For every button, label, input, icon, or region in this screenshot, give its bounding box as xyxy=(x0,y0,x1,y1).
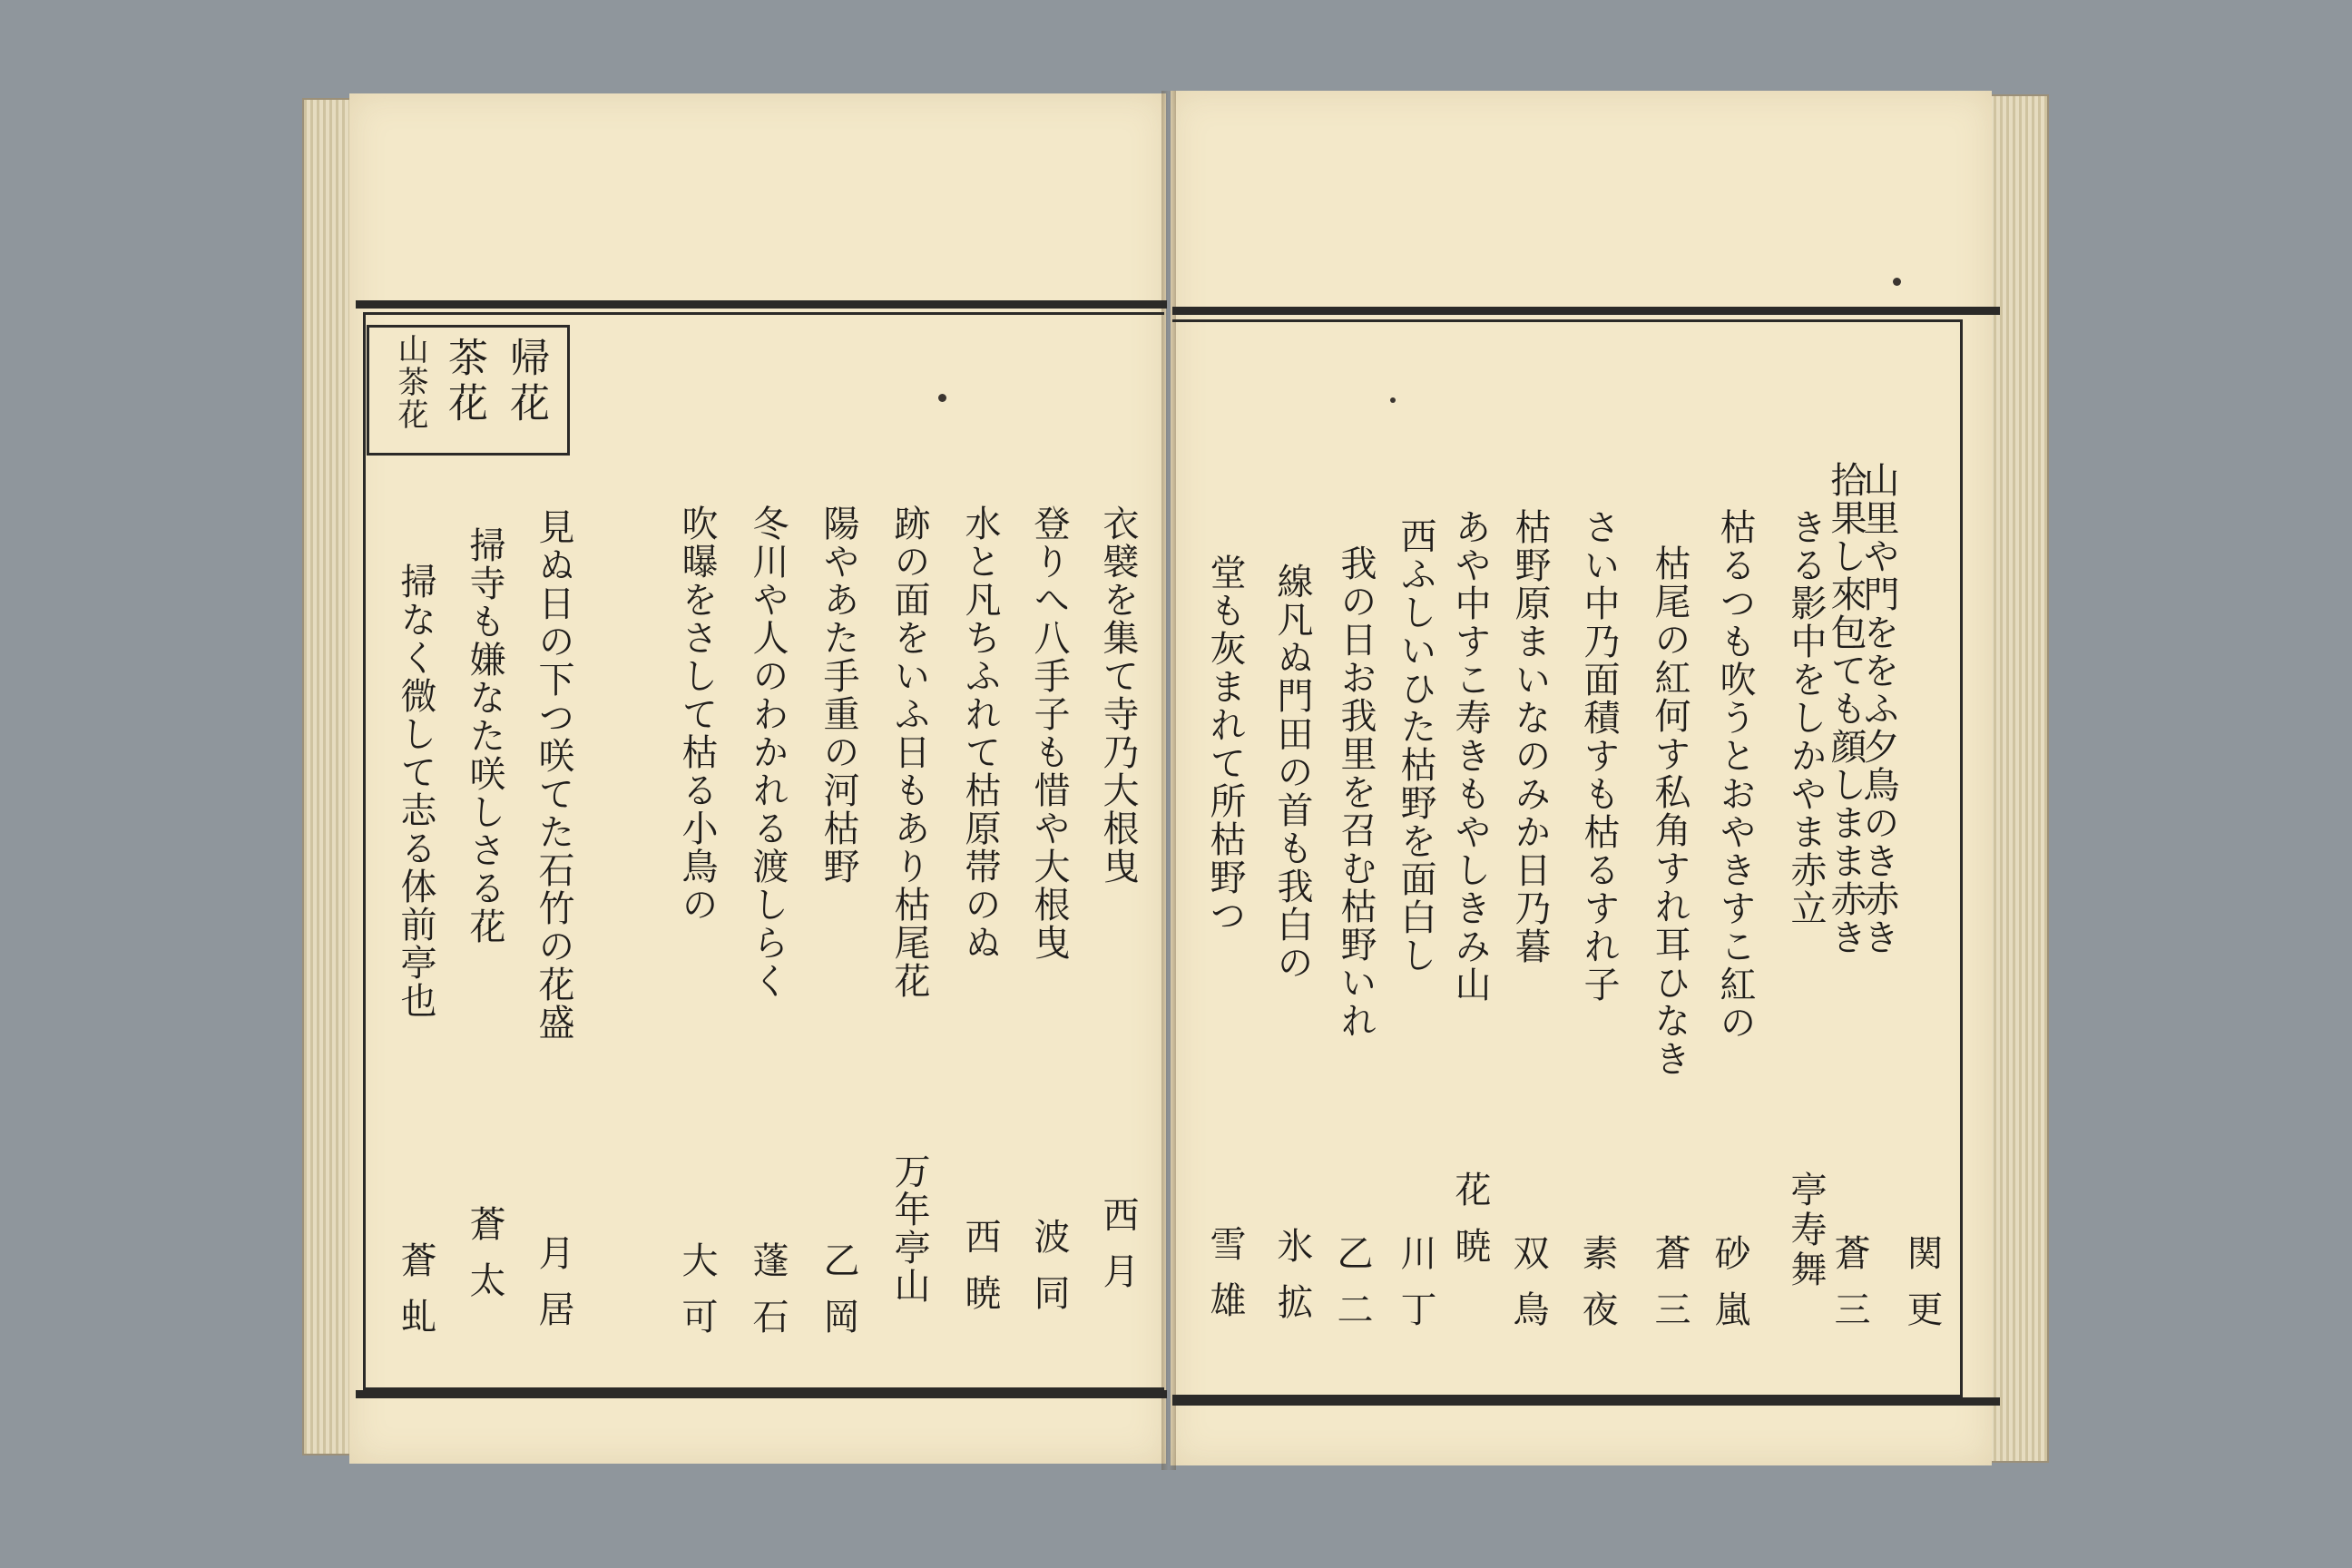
poet-name: 乙二 xyxy=(1331,1234,1373,1347)
right-bottom-rule xyxy=(1172,1397,2000,1406)
poet-name: 蒼三 xyxy=(1649,1234,1690,1347)
poet-name: 亭寿舞 xyxy=(1785,1171,1827,1290)
title-col-1: 帰花 xyxy=(503,337,549,427)
verse-line: 掃なく微して志る体前亭也 xyxy=(395,563,436,1020)
verse-line: 山里や門ををふ夕鳥のき赤き xyxy=(1857,461,1899,956)
verse-line: 衣襞を集て寺乃大根曳 xyxy=(1097,505,1139,886)
verse-line: 我の日お我里を召む枯野いれ xyxy=(1335,544,1377,1040)
poet-name: 蒼三 xyxy=(1828,1234,1870,1347)
poet-name: 万年亭山 xyxy=(888,1152,930,1305)
poet-name: 花暁 xyxy=(1449,1171,1491,1283)
title-col-3: 山茶花 xyxy=(392,333,428,431)
verse-line: 登りへ八手子も惜や大根曳 xyxy=(1028,505,1070,962)
verse-line: きる影中をしかやま赤立 xyxy=(1785,508,1827,927)
left-top-rule xyxy=(356,300,1167,309)
poet-name: 砂嵐 xyxy=(1709,1234,1750,1347)
verse-line: あや中すこ寿きもやしきみ山 xyxy=(1449,508,1491,1004)
verse-line: 陽やあた手重の河枯野 xyxy=(818,505,859,886)
poet-name: 氷拡 xyxy=(1271,1227,1313,1339)
ink-speck xyxy=(1390,397,1396,403)
verse-line: 冬川や人のわかれる渡しらく xyxy=(747,505,789,1000)
verse-line: 枯るつも吹うとおやきすこ紅の xyxy=(1714,508,1756,1042)
poet-name: 乙岡 xyxy=(818,1241,859,1354)
ink-speck xyxy=(938,394,946,402)
poet-name: 素夜 xyxy=(1576,1234,1618,1347)
left-bottom-rule xyxy=(356,1390,1167,1398)
verse-line: 拾果し來包ても顔しまま赤き xyxy=(1825,461,1867,956)
verse-line: 掃寺も嫌なた咲しさる花 xyxy=(464,526,505,946)
poet-name: 西月 xyxy=(1097,1196,1139,1308)
verse-line: 吹曝をさして枯る小鳥の xyxy=(676,505,718,924)
right-page-edges xyxy=(1985,94,2049,1463)
poet-name: 川丁 xyxy=(1395,1234,1436,1347)
right-top-rule xyxy=(1172,307,2000,315)
ink-speck xyxy=(1893,278,1901,286)
title-col-2: 茶花 xyxy=(441,337,487,427)
poet-name: 月居 xyxy=(533,1234,574,1347)
poet-name: 蒼太 xyxy=(464,1205,505,1318)
verse-line: 堂も灰まれて所枯野つ xyxy=(1204,554,1246,935)
verse-line: さい中乃面積すも枯るすれ子 xyxy=(1578,508,1620,1004)
verse-line: 西ふしいひた枯野を面白し xyxy=(1395,517,1436,975)
poet-name: 大可 xyxy=(676,1241,718,1354)
poet-name: 双鳥 xyxy=(1507,1234,1549,1347)
verse-line: 見ぬ日の下つ咲てた石竹の花盛 xyxy=(533,508,574,1042)
poet-name: 雪雄 xyxy=(1204,1225,1246,1338)
verse-line: 枯尾の紅何す私角すれ耳ひなき xyxy=(1649,544,1690,1078)
section-title-box xyxy=(367,325,570,456)
verse-line: 水と凡ちふれて枯原帯のぬ xyxy=(959,505,1001,962)
verse-line: 枯野原まいなのみか日乃暮 xyxy=(1509,508,1551,965)
verse-line: 跡の面をいふ日もあり枯尾花 xyxy=(888,505,930,1000)
poet-name: 蒼虬 xyxy=(395,1241,436,1354)
poet-name: 波同 xyxy=(1028,1218,1070,1330)
poet-name: 蓬石 xyxy=(747,1241,789,1354)
verse-line: 線凡ぬ門田の首も我白の xyxy=(1271,563,1313,982)
poet-name: 西暁 xyxy=(959,1218,1001,1330)
poet-name: 関更 xyxy=(1901,1234,1943,1347)
